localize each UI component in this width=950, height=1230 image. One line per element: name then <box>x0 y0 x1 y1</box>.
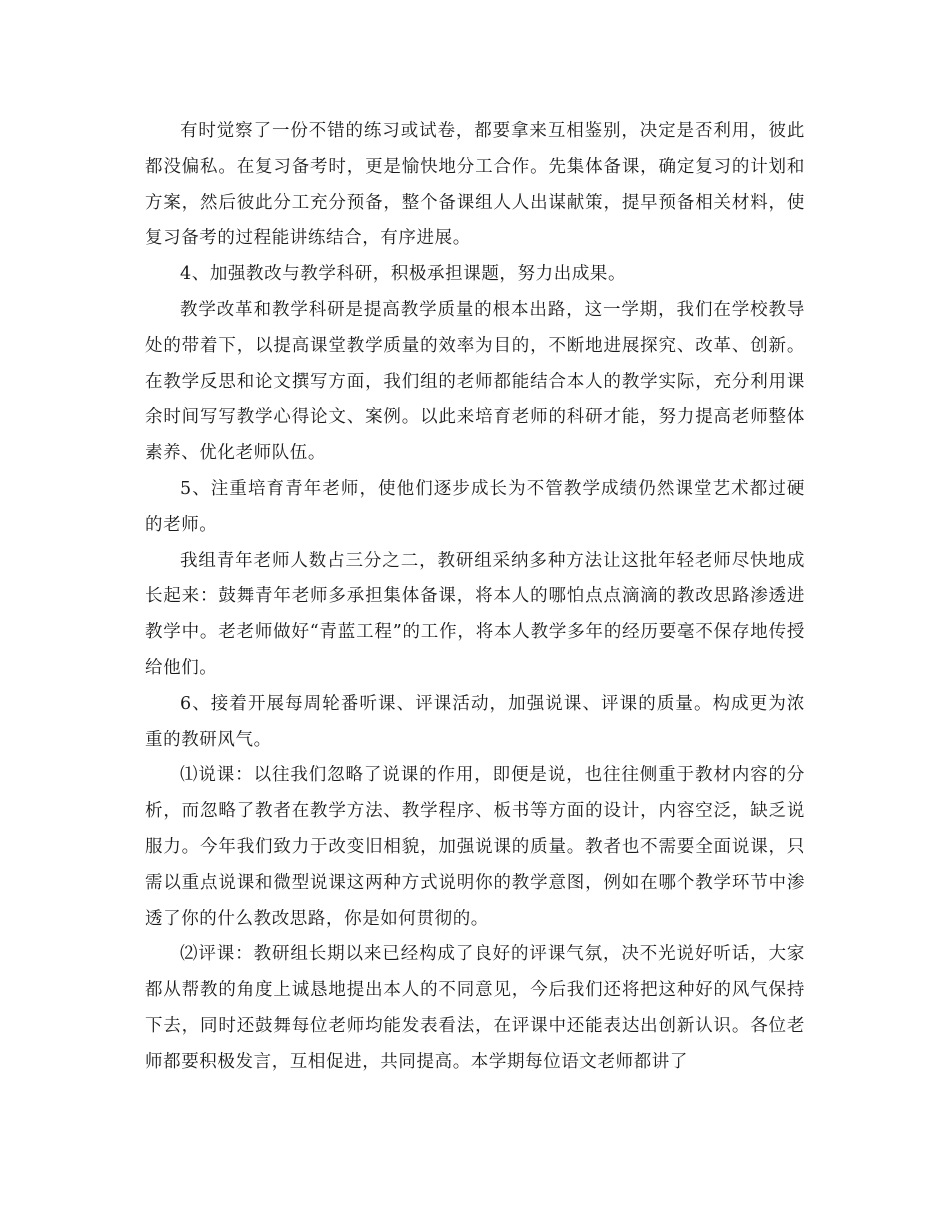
heading-young-teachers: 5、注重培育青年老师，使他们逐步成长为不管教学成绩仍然课堂艺术都过硬的老师。 <box>145 478 805 535</box>
heading-teaching-reform: 4、加强教改与教学科研，积极承担课题，努力出成果。 <box>180 264 627 285</box>
paragraph-teaching-research: 教学改革和教学科研是提高教学质量的根本出路，这一学期，我们在学校教导处的带着下，以提高课堂教学质量的效率为目的，不断地进展探究、改革、创新。在教学反思和论文撰写方面，我们组的老师都能结合本人的教学实际，充分利用课余时间写写教学心得论文、案例。以此来培育老师的科研才能，努力提高老师整体素养、优化老师队伍。 <box>145 299 805 464</box>
paragraph-young-teachers: 我组青年老师人数占三分之二，教研组采纳多种方法让这批年轻老师尽快地成长起来：鼓舞青年老师多承担集体备课，将本人的哪怕点点滴滴的教改思路渗透进教学中。老老师做好“青蓝工程”的工作，将本人教学多年的经历要毫不保存地传授给他们。 <box>145 550 805 678</box>
document-body <box>145 114 805 1081</box>
paragraph-lesson-evaluation: ⑵评课：教研组长期以来已经构成了良好的评课气氛，决不光说好听话，大家都从帮教的角度上诚恳地提出本人的不同意见，今后我们还将把这种好的风气保持下去，同时还鼓舞每位老师均能发表看法，在评课中还能表达出创新认识。各位老师都要积极发言，互相促进，共同提高。本学期每位语文老师都讲了 <box>145 944 805 1072</box>
heading-lesson-review: 6、接着开展每周轮番听课、评课活动，加强说课、评课的质量。构成更为浓重的教研风气。 <box>145 693 805 750</box>
paragraph-collaboration: 有时觉察了一份不错的练习或试卷，都要拿来互相鉴别，决定是否利用，彼此都没偏私。在复习备考时，更是愉快地分工合作。先集体备课，确定复习的计划和方案，然后彼此分工充分预备，整个备课组人人出谋献策，提早预备相关材料，使复习备考的过程能讲练结合，有序进展。 <box>145 121 805 249</box>
paragraph-lesson-explanation: ⑴说课：以往我们忽略了说课的作用，即便是说，也往往侧重于教材内容的分析，而忽略了教者在教学方法、教学程序、板书等方面的设计，内容空泛，缺乏说服力。今年我们致力于改变旧相貌，加强说课的质量。教者也不需要全面说课，只需以重点说课和微型说课这两种方式说明你的教学意图，例如在哪个教学环节中渗透了你的什么教改思路，你是如何贯彻的。 <box>145 765 805 929</box>
